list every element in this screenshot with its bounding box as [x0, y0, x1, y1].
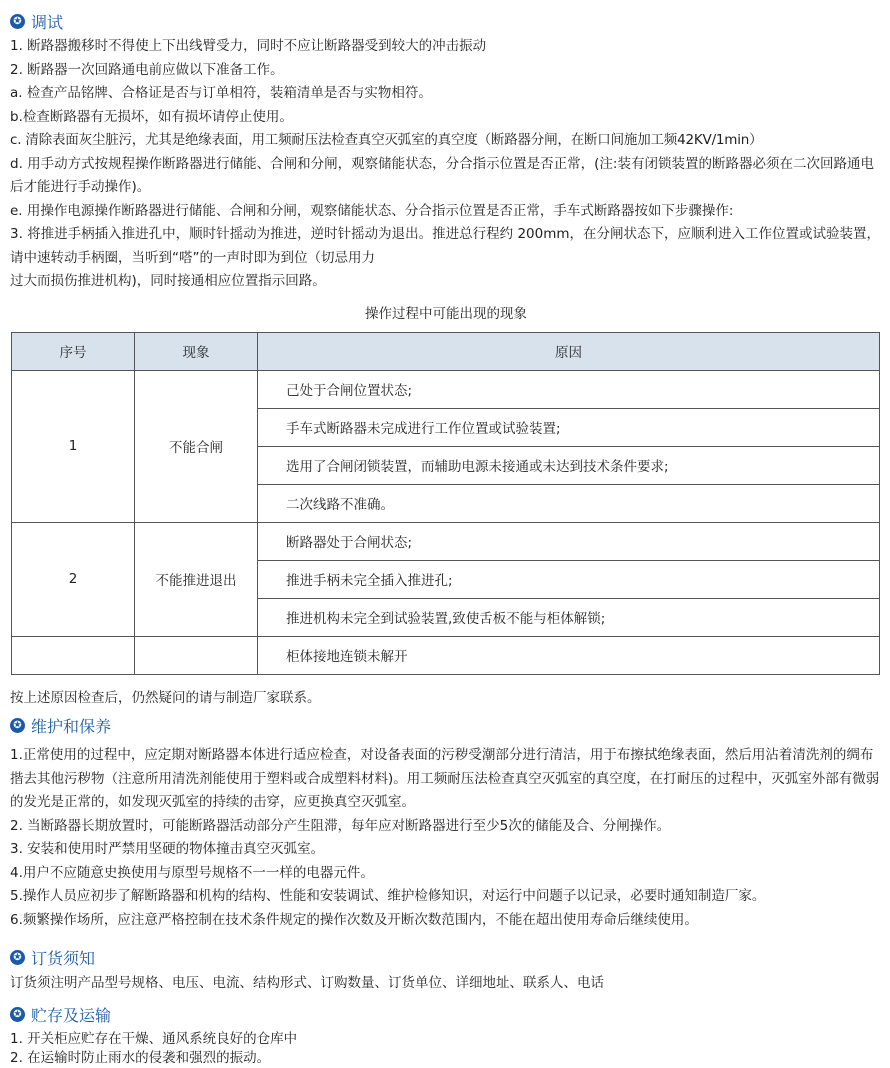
maintenance-line: 1.正常使用的过程中，应定期对断路器本体进行适应检查，对设备表面的污秽受潮部分进行清洁，用于布擦拭绝缘表面，然后用沾着清洗剂的绸布揩去其他污秽物（注意所用清洗剂能使用于塑料或合成塑料材料)。用工频耐压法检查真空灭弧室的真空度，在打耐压的过程中，灭弧室外部有微弱的发光是正常的，如发现灭弧室的持续的击穿，应更换真空灭弧室。 [10, 747, 880, 810]
row-phenomenon [135, 636, 258, 674]
section-storage-title: 贮存及运输 [31, 1006, 112, 1025]
star-circle-icon: ✪ [10, 718, 25, 733]
phenomena-table [11, 332, 880, 675]
table-header-phenomenon: 现象 [135, 332, 258, 370]
debug-line: a. 检查产品铭牌、合格证是否与订单相符，装箱清单是否与实物相符。 [10, 85, 432, 101]
debug-line: 1. 断路器搬移时不得使上下出线臂受力，同时不应让断路器受到较大的冲击振动 [10, 38, 487, 54]
row-reason: 二次线路不准确。 [258, 484, 880, 522]
row-reason: 选用了合闸闭锁装置，而辅助电源未接通或未达到技术条件要求; [258, 446, 880, 484]
debug-line: d. 用手动方式按规程操作断路器进行储能、合闸和分闸，观察储能状态，分合指示位置是否正常，(注:装有闭锁装置的断路器必须在二次回路通电后才能进行手动操作)。 [10, 155, 874, 195]
table-row [12, 636, 880, 674]
section-ordering-title: 订货须知 [31, 948, 96, 968]
debug-line: b.检查断路器有无损坏，如有损坏请停止使用。 [10, 108, 293, 125]
row-reason: 推进手柄未完全插入推进孔; [258, 560, 880, 598]
row-reason: 己处于合闸位置状态; [258, 370, 880, 408]
row-number: 2 [12, 522, 135, 636]
row-reason: 柜体接地连锁未解开 [258, 636, 880, 674]
debug-line: c. 清除表面灰尘脏污，尤其是绝缘表面，用工频耐压法检查真空灭弧室的真空度（断路器分闸，在断口间施加工频42KV/1min） [10, 132, 763, 148]
section-maintenance-heading [10, 712, 882, 738]
row-number [12, 636, 135, 674]
section-maintenance-title: 维护和保养 [31, 716, 112, 736]
section-debug-heading [10, 8, 882, 34]
table-row [12, 370, 880, 408]
debug-line: 3. 将推进手柄插入推进孔中，顺时针摇动为推进，逆时针摇动为退出。推进总行程约 200mm，在分闸状态下，应顺利进入工作位置或试验装置，请中速转动手柄圈，当听到“嗒”的一声时即为到位（切忌用力 [10, 226, 881, 266]
storage-line: 1. 开关柜应贮存在干燥、通风系统良好的仓库中 [10, 1030, 298, 1047]
table-header-reason: 原因 [258, 332, 880, 370]
section-ordering-heading [10, 944, 882, 970]
maintenance-line: 2. 当断路器长期放置时，可能断路器活动部分产生阻滞，每年应对断路器进行至少5次的储能及合、分闸操作。 [10, 817, 671, 834]
debug-line: 2. 断路器一次回路通电前应做以下准备工作。 [10, 61, 284, 78]
row-reason: 手车式断路器未完成进行工作位置或试验装置; [258, 408, 880, 446]
star-circle-icon: ✪ [10, 950, 25, 965]
table-header-no: 序号 [12, 332, 135, 370]
section-debug-body [10, 35, 882, 294]
section-storage-heading [10, 1002, 882, 1028]
star-circle-icon: ✪ [10, 14, 25, 29]
debug-line: e. 用操作电源操作断路器进行储能、合闸和分闸，观察储能状态、分合指示位置是否正常，手车式断路器按如下步骤操作: [10, 202, 734, 219]
section-debug-title: 调试 [31, 12, 64, 32]
row-number: 1 [12, 370, 135, 522]
debug-line: 过大而损伤推进机构)，同时接通相应位置指示回路。 [10, 273, 326, 289]
ordering-text: 订货须注明产品型号规格、电压、电流、结构形式、订购数量、订货单位、详细地址、联系人、电话 [10, 975, 604, 991]
row-phenomenon: 不能推进退出 [135, 522, 258, 636]
maintenance-line: 3. 安装和使用时严禁用坚硬的物体撞击真空灭弧室。 [10, 841, 325, 857]
table-header-row [12, 332, 880, 370]
star-circle-icon: ✪ [10, 1007, 25, 1022]
table-note: 按上述原因检查后，仍然疑问的请与制造厂家联系。 [10, 689, 321, 706]
row-phenomenon: 不能合闸 [135, 370, 258, 522]
row-reason: 推进机构未完全到试验装置,致使舌板不能与柜体解锁; [258, 598, 880, 636]
maintenance-line: 6.频繁操作场所，应注意严格控制在技术条件规定的操作次数及开断次数范围内，不能在超出使用寿命后继续使用。 [10, 911, 698, 928]
storage-line: 2. 在运输时防止雨水的侵袭和强烈的振动。 [10, 1049, 271, 1066]
table-caption: 操作过程中可能出现的现象 [365, 305, 527, 322]
section-storage-body [10, 1030, 882, 1068]
table-row [12, 522, 880, 560]
document-page [10, 0, 882, 1068]
maintenance-line: 5.操作人员应初步了解断路器和机构的结构、性能和安装调试、维护检修知识，对运行中问题子以记录，必要时通知制造厂家。 [10, 888, 766, 904]
row-reason: 断路器处于合闸状态; [258, 522, 880, 560]
section-maintenance-body [10, 744, 882, 932]
maintenance-line: 4.用户不应随意史换使用与原型号规格不一一样的电器元件。 [10, 864, 374, 881]
